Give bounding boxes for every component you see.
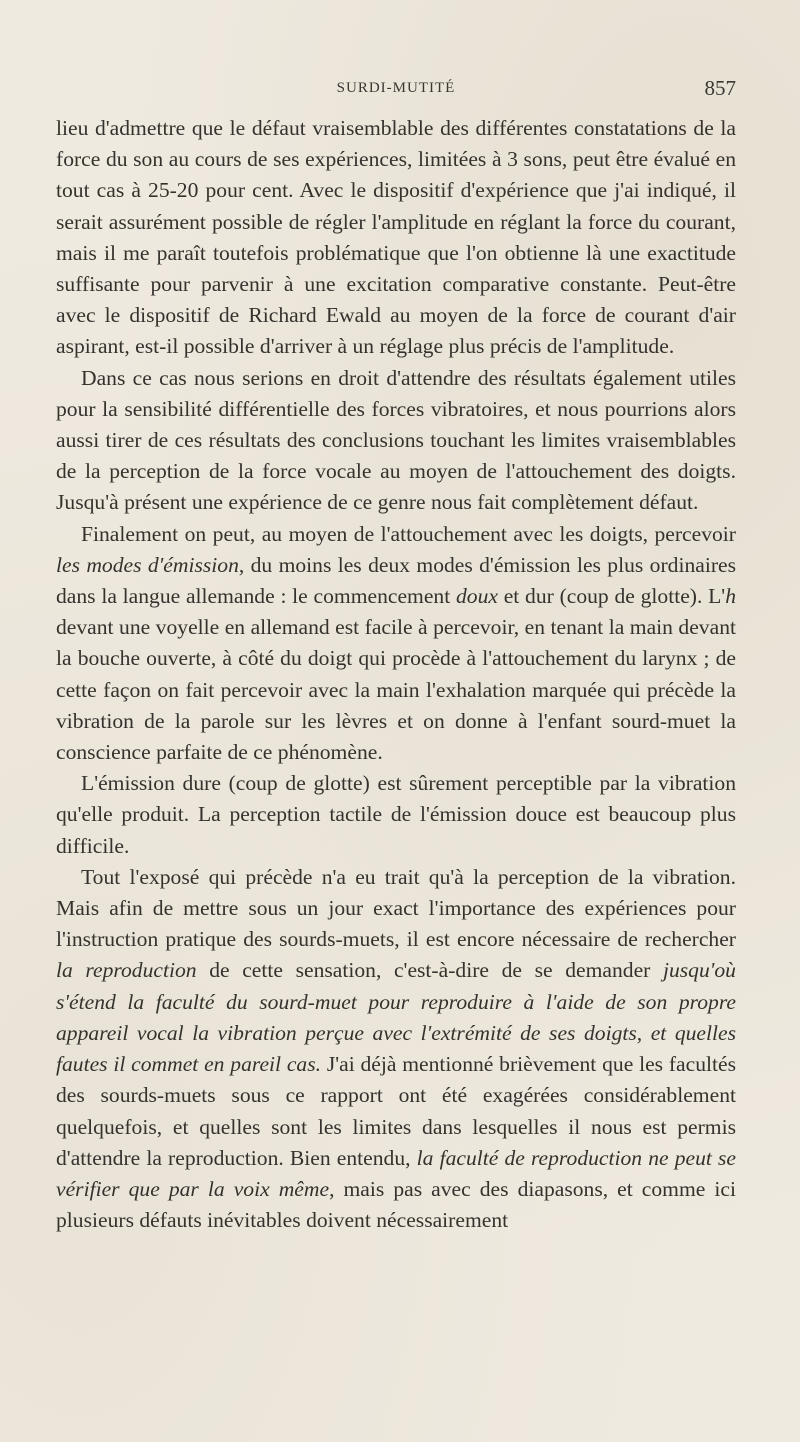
italic-text-run: la reproduction bbox=[56, 958, 197, 983]
italic-text-run: h bbox=[725, 584, 736, 609]
text-run: Dans ce cas nous serions en droit d'attendre des résultats également utiles pour la sensibilité différentielle des forces vibratoires, et nous pourrions alors aussi tirer de ces résultats des conclusions touchant les limites vraisemblables de la perception de la force vocale au moyen de l'attouchement des doigts. Jusqu'à présent une expérience de ce genre nous fait complètement défaut. bbox=[56, 365, 736, 515]
text-run: et dur (coup de glotte). L' bbox=[497, 584, 726, 609]
text-run: de cette sensation, c'est-à-dire de se demander bbox=[196, 958, 663, 983]
body-text bbox=[56, 113, 736, 1236]
italic-text-run: doux bbox=[455, 584, 498, 609]
paragraph bbox=[56, 113, 736, 363]
text-run: devant une voyelle en allemand est facile à percevoir, en tenant la main devant la bouche ouverte, à côté du doigt qui procède à l'attouchement du larynx ; de cette façon on fait percevoir avec la main l'exhalation marquée qui précède la vibration de la parole sur les lèvres et on donne à l'enfant sourd-muet la conscience parfaite de ce phénomène. bbox=[56, 615, 736, 765]
page-header bbox=[56, 76, 736, 104]
text-run: J'ai déjà mentionné brièvement que les facultés des sourds-muets sous ce rapport ont été exagérées considérablement quelquefois, et quelles sont les limites dans lesquelles il nous est permis d'attendre la reproduction. Bien entendu, bbox=[56, 1052, 736, 1170]
text-run: Finalement on peut, au moyen de l'attouchement avec les doigts, percevoir bbox=[81, 521, 736, 546]
text-run: lieu d'admettre que le défaut vraisemblable des différentes constatations de la force du son au cours de ses expériences, limitées à 3 sons, peut être évalué en tout cas à 25-20 pour cent. Avec le dispositif d'expérience que j'ai indiqué, il serait assurément possible de régler l'amplitude en réglant la force du courant, mais il me paraît toutefois problématique que l'on obtienne là une exactitude suffisante pour parvenir à une excitation comparative constante. Peut-être avec le dispositif de Richard Ewald au moyen de la force de courant d'air aspirant, est-il possible d'arriver à un réglage plus précis de l'amplitude. bbox=[56, 116, 736, 359]
text-run: , mais pas avec des diapasons, et comme ici plusieurs défauts inévitables doivent nécessairement bbox=[56, 1176, 736, 1233]
italic-text-run: jusqu'où s'étend la faculté du sourd-muet pour reproduire à l'aide de son propre appareil vocal la vibration perçue avec l'extrémité de ses doigts, et quelles fautes il commet en pareil cas. bbox=[56, 958, 736, 1077]
paragraph bbox=[56, 768, 736, 862]
text-run: L'émission dure (coup de glotte) est sûrement perceptible par la vibration qu'elle produit. La perception tactile de l'émission douce est beaucoup plus difficile. bbox=[56, 771, 736, 858]
paragraph bbox=[56, 862, 736, 1236]
page-number: 857 bbox=[704, 76, 736, 100]
paragraph bbox=[56, 519, 736, 769]
running-head: SURDI-MUTITÉ bbox=[336, 80, 456, 96]
text-run: Tout l'exposé qui précède n'a eu trait qu'à la perception de la vibration. Mais afin de mettre sous un jour exact l'importance des expériences pour l'instruction pratique des sourds-muets, il est encore nécessaire de rechercher bbox=[56, 864, 736, 952]
italic-text-run: la faculté de reproduction ne peut se vérifier que par la voix même bbox=[56, 1145, 736, 1201]
paragraph bbox=[56, 363, 736, 519]
italic-text-run: les modes d'émission bbox=[56, 552, 239, 577]
text-run: , du moins les deux modes d'émission les plus ordinaires dans la langue allemande : le commencement bbox=[56, 552, 736, 609]
